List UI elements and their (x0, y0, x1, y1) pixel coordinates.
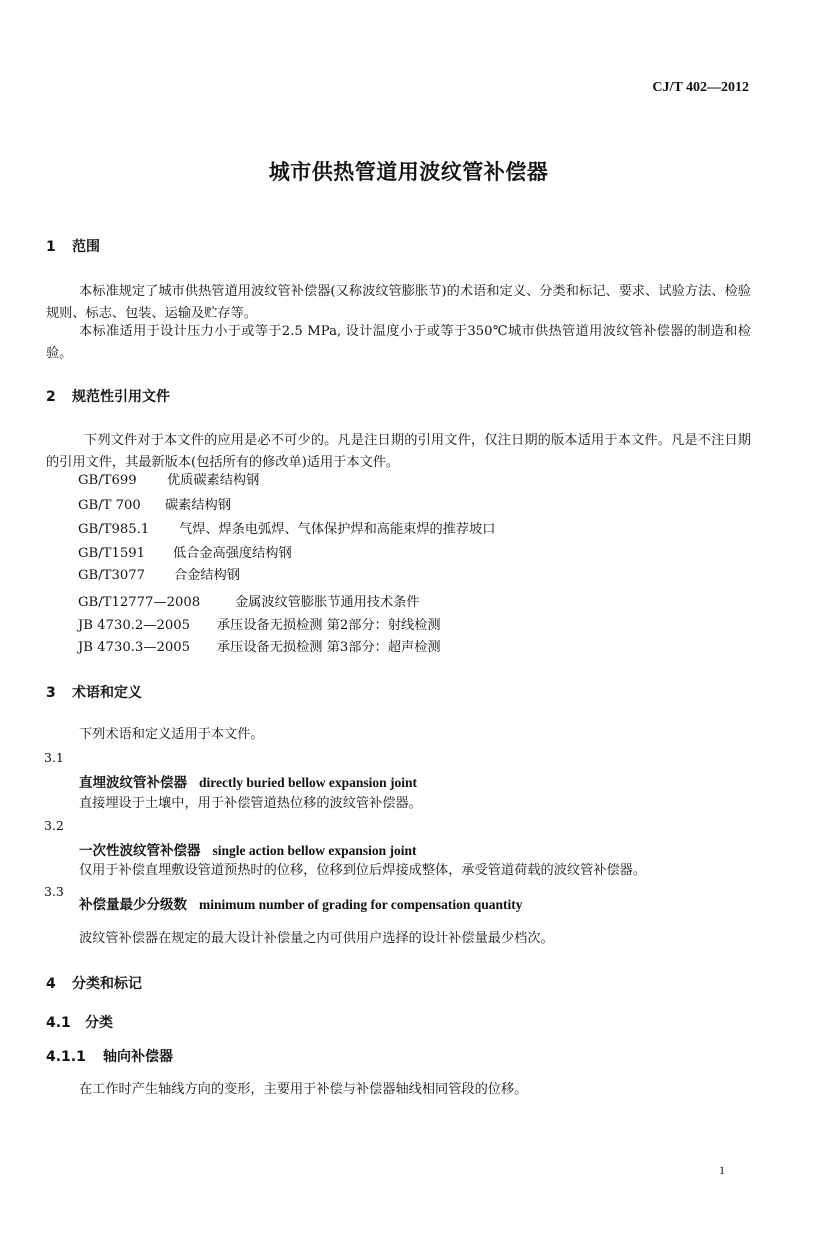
subsection-number: 4.1 (46, 1015, 71, 1031)
section-title: 范围 (72, 239, 100, 255)
reference-item (78, 592, 420, 614)
term-zh: 直埋波纹管补偿器 (79, 775, 187, 791)
paragraph: 本标准规定了城市供热管道用波纹管补偿器(又称波纹管膨胀节)的术语和定义、分类和标记、要求、试验方法、检验规则、标志、包装、运输及贮存等。 (46, 284, 751, 321)
term-heading (79, 893, 523, 913)
page-number: 1 (719, 1163, 725, 1177)
reference-title: 优质碳素结构钢 (167, 473, 260, 488)
reference-code: GB/T3077 (78, 568, 146, 583)
section-2-heading (46, 386, 170, 406)
section-1-heading (46, 236, 100, 256)
reference-code: JB 4730.2—2005 (78, 618, 191, 633)
term-heading (79, 839, 417, 859)
reference-item (78, 615, 441, 637)
section-4-heading (46, 973, 142, 993)
reference-item (78, 637, 441, 659)
section-3-heading (46, 682, 142, 702)
term-en: single action bellow expansion joint (212, 843, 417, 858)
reference-title: 金属波纹管膨胀节通用技术条件 (235, 595, 420, 610)
term-zh: 补偿量最少分级数 (79, 897, 187, 913)
reference-code: JB 4730.3—2005 (78, 640, 191, 655)
subsection-4-1-1-heading (46, 1046, 173, 1066)
section-number: 2 (46, 389, 56, 405)
paragraph: 下列术语和定义适用于本文件。 (79, 727, 264, 742)
term-zh: 一次性波纹管补偿器 (79, 843, 201, 859)
reference-item (78, 543, 292, 565)
term-definition: 直接埋设于土壤中，用于补偿管道热位移的波纹管补偿器。 (79, 796, 422, 811)
paragraph: 本标准适用于设计压力小于或等于2.5 MPa, 设计温度小于或等于350℃城市供热管道用波纹管补偿器的制造和检验。 (46, 324, 751, 361)
reference-code: GB/T12777—2008 (78, 595, 201, 610)
reference-code: GB/T985.1 (78, 522, 150, 537)
paragraph: 下列文件对于本文件的应用是必不可少的。凡是注日期的引用文件，仅注日期的版本适用于本文件。凡是不注日期的引用文件，其最新版本(包括所有的修改单)适用于本文件。 (46, 433, 751, 470)
section-number: 3 (46, 685, 56, 701)
subsection-4-1-heading (46, 1012, 113, 1032)
reference-item (78, 565, 240, 587)
reference-title: 合金结构钢 (174, 568, 240, 583)
term-definition: 波纹管补偿器在规定的最大设计补偿量之内可供用户选择的设计补偿量最少档次。 (79, 931, 554, 946)
term-number: 3.1 (44, 750, 64, 765)
subsection-title: 轴向补偿器 (103, 1049, 173, 1065)
reference-title: 碳素结构钢 (165, 498, 231, 513)
term-definition: 仅用于补偿直埋敷设管道预热时的位移，位移到位后焊接成整体，承受管道荷载的波纹管补偿器。 (79, 863, 647, 878)
subsection-title: 分类 (85, 1015, 113, 1031)
section-title: 规范性引用文件 (72, 389, 170, 405)
section-number: 4 (46, 976, 56, 992)
reference-code: GB/T1591 (78, 546, 146, 561)
reference-item (78, 519, 496, 541)
term-en: minimum number of grading for compensation quantity (199, 897, 523, 912)
reference-item (78, 470, 259, 492)
reference-title: 承压设备无损检测 第3部分：超声检测 (217, 640, 441, 655)
reference-title: 承压设备无损检测 第2部分：射线检测 (217, 618, 441, 633)
section-title: 分类和标记 (72, 976, 142, 992)
reference-code: GB/T 700 (78, 498, 141, 513)
section-number: 1 (46, 239, 56, 255)
document-title: 城市供热管道用波纹管补偿器 (268, 160, 549, 184)
standard-number: CJ/T 402—2012 (652, 80, 749, 95)
subsection-number: 4.1.1 (46, 1049, 86, 1065)
term-en: directly buried bellow expansion joint (199, 775, 418, 790)
paragraph: 在工作时产生轴线方向的变形，主要用于补偿与补偿器轴线相同管段的位移。 (79, 1082, 528, 1097)
section-title: 术语和定义 (72, 685, 142, 701)
term-number: 3.3 (44, 884, 64, 899)
reference-code: GB/T699 (78, 473, 137, 488)
reference-title: 气焊、焊条电弧焊、气体保护焊和高能束焊的推荐坡口 (179, 522, 496, 537)
reference-title: 低合金高强度结构钢 (173, 546, 292, 561)
reference-item (78, 495, 231, 517)
term-heading (79, 771, 417, 791)
term-number: 3.2 (44, 818, 64, 833)
